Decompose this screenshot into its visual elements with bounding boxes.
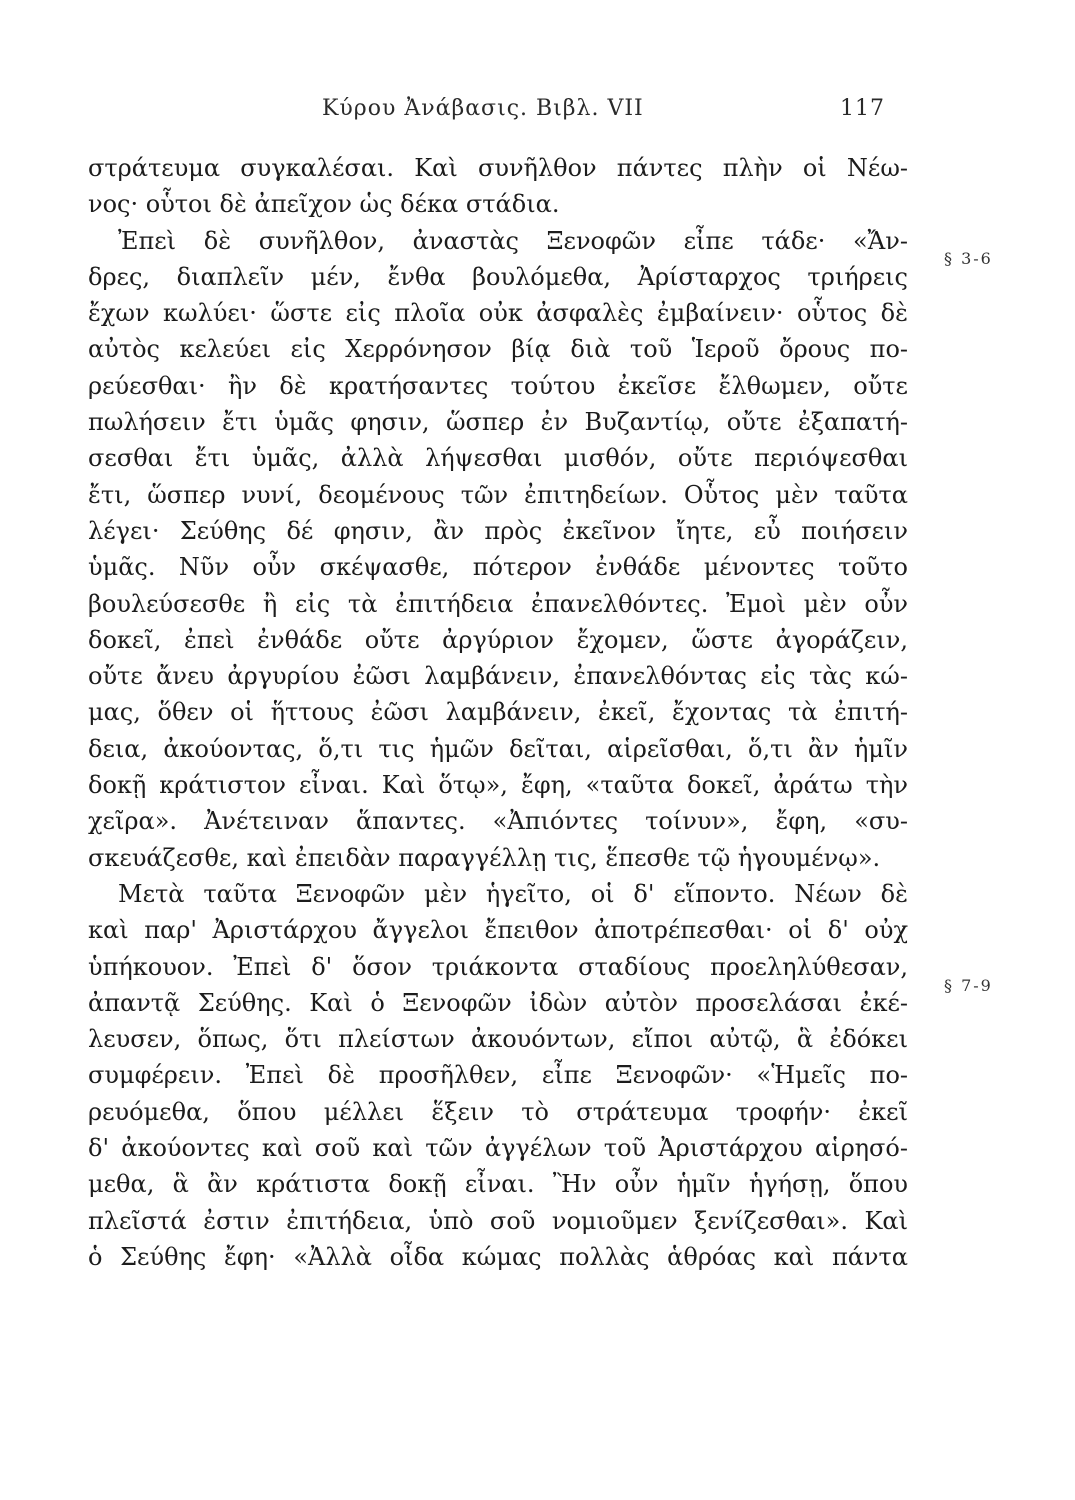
- text-line: λέγει· Σεύθης δέ φησιν, ἂν πρὸς ἐκεῖνον ἴητε, εὖ ποιήσειν: [88, 516, 908, 545]
- text-line: ὑπήκουον. Ἐπεὶ δ' ὅσον τριάκοντα σταδίους προεληλύθεσαν,: [88, 952, 908, 981]
- text-line: καὶ παρ' Ἀριστάρχου ἄγγελοι ἔπειθον ἀποτρέπεσθαι· οἱ δ' οὐχ: [88, 916, 908, 945]
- text-line: ἔχων κωλύει· ὥστε εἰς πλοῖα οὐκ ἀσφαλὲς ἐμβαίνειν· οὗτος δὲ: [88, 299, 908, 328]
- text-line: ἀπαντᾷ Σεύθης. Καὶ ὁ Ξενοφῶν ἰδὼν αὐτὸν προσελάσαι ἐκέ-: [88, 988, 908, 1017]
- margin-note-section-3-6: § 3-6: [944, 249, 993, 268]
- text-line: νος· οὗτοι δὲ ἀπεῖχον ὡς δέκα στάδια.: [88, 190, 560, 219]
- text-line: μεθα, ἃ ἂν κράτιστα δοκῇ εἶναι. Ἢν οὖν ἡμῖν ἡγήσῃ, ὅπου: [88, 1170, 908, 1199]
- text-line: σκευάζεσθε, καὶ ἐπειδὰν παραγγέλλῃ τις, ἕπεσθε τῷ ἡγουμένῳ».: [88, 843, 881, 872]
- text-line: πωλήσειν ἔτι ὑμᾶς φησιν, ὥσπερ ἐν Βυζαντίῳ, οὔτε ἐξαπατή-: [88, 408, 908, 437]
- text-line: δ' ἀκούοντες καὶ σοῦ καὶ τῶν ἀγγέλων τοῦ Ἀριστάρχου αἱρησό-: [88, 1134, 908, 1163]
- text-line: χεῖρα». Ἀνέτειναν ἅπαντες. «Ἀπιόντες τοίνυν», ἔφη, «συ-: [88, 807, 908, 836]
- text-line: δοκῇ κράτιστον εἶναι. Καὶ ὅτῳ», ἔφη, «ταῦτα δοκεῖ, ἀράτω τὴν: [88, 771, 908, 800]
- text-line: λευσεν, ὅπως, ὅτι πλείστων ἀκουόντων, εἴποι αὐτῷ, ἃ ἐδόκει: [88, 1025, 908, 1054]
- body-text: [88, 150, 908, 1275]
- text-line: ὑμᾶς. Νῦν οὖν σκέψασθε, πότερον ἐνθάδε μένοντες τοῦτο: [88, 553, 908, 582]
- text-line: Ἐπεὶ δὲ συνῆλθον, ἀναστὰς Ξενοφῶν εἶπε τάδε· «Ἄν-: [118, 226, 908, 255]
- text-line: οὔτε ἄνευ ἀργυρίου ἐῶσι λαμβάνειν, ἐπανελθόντας εἰς τὰς κώ-: [88, 662, 908, 691]
- text-line: συμφέρειν. Ἐπεὶ δὲ προσῆλθεν, εἶπε Ξενοφῶν· «Ἡμεῖς πο-: [88, 1061, 908, 1090]
- margin-note-section-7-9: § 7-9: [944, 976, 993, 995]
- text-line: δοκεῖ, ἐπεὶ ἐνθάδε οὔτε ἀργύριον ἔχομεν, ὥστε ἀγοράζειν,: [88, 625, 908, 654]
- text-line: πλεῖστά ἐστιν ἐπιτήδεια, ὑπὸ σοῦ νομιοῦμεν ξενίζεσθαι». Καὶ: [88, 1206, 908, 1235]
- text-line: ρεύεσθαι· ἢν δὲ κρατήσαντες τούτου ἐκεῖσε ἔλθωμεν, οὔτε: [88, 371, 908, 400]
- text-line: μας, ὅθεν οἱ ἥττους ἐῶσι λαμβάνειν, ἐκεῖ, ἔχοντας τὰ ἐπιτή-: [88, 698, 908, 727]
- text-line: ρευόμεθα, ὅπου μέλλει ἕξειν τὸ στράτευμα τροφήν· ἐκεῖ: [88, 1097, 908, 1126]
- text-line: δεια, ἀκούοντας, ὅ,τι τις ἡμῶν δεῖται, αἱρεῖσθαι, ὅ,τι ἂν ἡμῖν: [88, 734, 908, 763]
- text-line: στράτευμα συγκαλέσαι. Καὶ συνῆλθον πάντες πλὴν οἱ Νέω-: [88, 154, 908, 182]
- text-line: ἔτι, ὥσπερ νυνί, δεομένους τῶν ἐπιτηδείων. Οὗτος μὲν ταῦτα: [88, 480, 908, 509]
- page-number: 117: [840, 96, 885, 121]
- text-line: Μετὰ ταῦτα Ξενοφῶν μὲν ἡγεῖτο, οἱ δ' εἵποντο. Νέων δὲ: [118, 879, 908, 908]
- text-line: σεσθαι ἔτι ὑμᾶς, ἀλλὰ λήψεσθαι μισθόν, οὔτε περιόψεσθαι: [88, 444, 908, 473]
- running-title: Κύρου Ἀνάβασις. Βιβλ. VII: [322, 96, 644, 121]
- text-line: αὐτὸς κελεύει εἰς Χερρόνησον βίᾳ διὰ τοῦ Ἱεροῦ ὄρους πο-: [88, 335, 908, 364]
- text-line: ὁ Σεύθης ἔφη· «Ἀλλὰ οἶδα κώμας πολλὰς ἁθρόας καὶ πάντα: [88, 1242, 908, 1271]
- text-line: βουλεύσεσθε ἢ εἰς τὰ ἐπιτήδεια ἐπανελθόντες. Ἐμοὶ μὲν οὖν: [88, 589, 908, 618]
- text-line: δρες, διαπλεῖν μέν, ἔνθα βουλόμεθα, Ἀρίσταρχος τριήρεις: [88, 262, 908, 291]
